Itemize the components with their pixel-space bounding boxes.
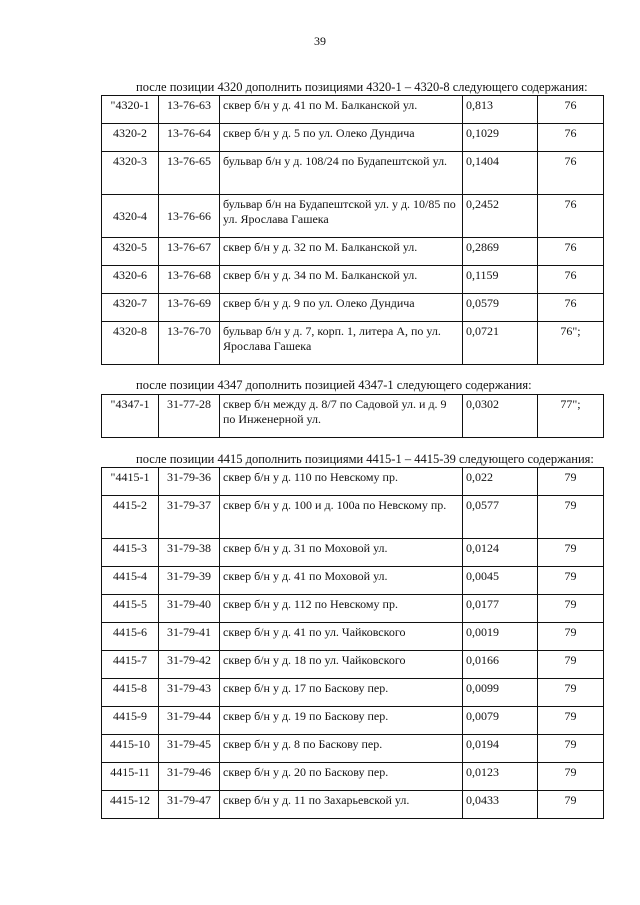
number-cell: 79 — [538, 763, 604, 791]
table-row — [102, 791, 604, 819]
position-cell: 4320-8 — [102, 322, 159, 365]
position-cell: 4415-12 — [102, 791, 159, 819]
table-row — [102, 124, 604, 152]
area-cell: 0,1404 — [463, 152, 538, 195]
name-cell: сквер б/н у д. 18 по ул. Чайковского — [220, 651, 463, 679]
area-cell: 0,2452 — [463, 195, 538, 238]
name-cell: сквер б/н у д. 34 по М. Балканской ул. — [220, 266, 463, 294]
code-cell: 31-79-41 — [159, 623, 220, 651]
name-cell: сквер б/н у д. 100 и д. 100а по Невскому пр. — [220, 496, 463, 539]
name-cell: сквер б/н у д. 110 по Невскому пр. — [220, 468, 463, 496]
table-row — [102, 623, 604, 651]
position-cell: 4415-4 — [102, 567, 159, 595]
area-cell: 0,0579 — [463, 294, 538, 322]
name-cell: сквер б/н у д. 17 по Баскову пер. — [220, 679, 463, 707]
positions-table — [101, 394, 604, 438]
position-cell: 4415-11 — [102, 763, 159, 791]
number-cell: 76 — [538, 266, 604, 294]
code-cell: 13-76-65 — [159, 152, 220, 195]
code-cell: 13-76-67 — [159, 238, 220, 266]
number-cell: 79 — [538, 651, 604, 679]
page-number: 39 — [314, 34, 326, 48]
area-cell: 0,0302 — [463, 395, 538, 438]
table-row — [102, 294, 604, 322]
name-cell: сквер б/н у д. 5 по ул. Олеко Дундича — [220, 124, 463, 152]
area-cell: 0,022 — [463, 468, 538, 496]
position-cell: 4415-2 — [102, 496, 159, 539]
position-cell: 4320-5 — [102, 238, 159, 266]
number-cell: 76"; — [538, 322, 604, 365]
table-row — [102, 96, 604, 124]
area-cell: 0,0577 — [463, 496, 538, 539]
area-cell: 0,0099 — [463, 679, 538, 707]
name-cell: сквер б/н у д. 112 по Невскому пр. — [220, 595, 463, 623]
table-row — [102, 395, 604, 438]
table-row — [102, 322, 604, 365]
number-cell: 77"; — [538, 395, 604, 438]
name-cell: сквер б/н у д. 19 по Баскову пер. — [220, 707, 463, 735]
code-cell: 31-79-44 — [159, 707, 220, 735]
area-cell: 0,0177 — [463, 595, 538, 623]
table-row — [102, 238, 604, 266]
number-cell: 79 — [538, 496, 604, 539]
number-cell: 79 — [538, 791, 604, 819]
code-cell: 13-76-68 — [159, 266, 220, 294]
position-cell: 4415-6 — [102, 623, 159, 651]
code-cell: 13-76-64 — [159, 124, 220, 152]
area-cell: 0,0123 — [463, 763, 538, 791]
code-cell: 31-79-45 — [159, 735, 220, 763]
area-cell: 0,0079 — [463, 707, 538, 735]
name-cell: сквер б/н у д. 32 по М. Балканской ул. — [220, 238, 463, 266]
name-cell: сквер б/н у д. 31 по Моховой ул. — [220, 539, 463, 567]
number-cell: 76 — [538, 96, 604, 124]
code-cell: 31-79-46 — [159, 763, 220, 791]
code-cell: 31-79-38 — [159, 539, 220, 567]
code-cell: 13-76-66 — [159, 195, 220, 238]
number-cell: 76 — [538, 152, 604, 195]
table-row — [102, 468, 604, 496]
name-cell: бульвар б/н у д. 7, корп. 1, литера А, по ул. Ярослава Гашека — [220, 322, 463, 365]
code-cell: 31-79-36 — [159, 468, 220, 496]
area-cell: 0,1159 — [463, 266, 538, 294]
table-row — [102, 735, 604, 763]
area-cell: 0,0433 — [463, 791, 538, 819]
table-row — [102, 266, 604, 294]
table-row — [102, 651, 604, 679]
area-cell: 0,1029 — [463, 124, 538, 152]
position-cell: 4320-7 — [102, 294, 159, 322]
position-cell: 4320-3 — [102, 152, 159, 195]
table-row — [102, 195, 604, 238]
number-cell: 79 — [538, 707, 604, 735]
section-intro: после позиции 4415 дополнить позициями 4415-1 – 4415-39 следующего содержания: — [136, 452, 594, 466]
position-cell: "4415-1 — [102, 468, 159, 496]
table-row — [102, 496, 604, 539]
code-cell: 13-76-63 — [159, 96, 220, 124]
position-cell: 4415-9 — [102, 707, 159, 735]
number-cell: 79 — [538, 539, 604, 567]
name-cell: сквер б/н у д. 11 по Захарьевской ул. — [220, 791, 463, 819]
code-cell: 31-79-39 — [159, 567, 220, 595]
area-cell: 0,0166 — [463, 651, 538, 679]
name-cell: сквер б/н у д. 20 по Баскову пер. — [220, 763, 463, 791]
position-cell: "4347-1 — [102, 395, 159, 438]
number-cell: 79 — [538, 623, 604, 651]
number-cell: 76 — [538, 195, 604, 238]
area-cell: 0,0194 — [463, 735, 538, 763]
code-cell: 13-76-69 — [159, 294, 220, 322]
area-cell: 0,0124 — [463, 539, 538, 567]
number-cell: 79 — [538, 735, 604, 763]
code-cell: 31-79-42 — [159, 651, 220, 679]
area-cell: 0,2869 — [463, 238, 538, 266]
section-intro: после позиции 4320 дополнить позициями 4320-1 – 4320-8 следующего содержания: — [136, 80, 588, 94]
area-cell: 0,0019 — [463, 623, 538, 651]
name-cell: сквер б/н между д. 8/7 по Садовой ул. и д. 9 по Инженерной ул. — [220, 395, 463, 438]
position-cell: 4415-5 — [102, 595, 159, 623]
code-cell: 31-79-40 — [159, 595, 220, 623]
table-row — [102, 679, 604, 707]
name-cell: сквер б/н у д. 8 по Баскову пер. — [220, 735, 463, 763]
position-cell: 4415-7 — [102, 651, 159, 679]
number-cell: 79 — [538, 567, 604, 595]
code-cell: 31-79-43 — [159, 679, 220, 707]
number-cell: 76 — [538, 124, 604, 152]
number-cell: 79 — [538, 468, 604, 496]
code-cell: 31-77-28 — [159, 395, 220, 438]
name-cell: сквер б/н у д. 9 по ул. Олеко Дундича — [220, 294, 463, 322]
position-cell: 4320-6 — [102, 266, 159, 294]
number-cell: 79 — [538, 679, 604, 707]
name-cell: сквер б/н у д. 41 по М. Балканской ул. — [220, 96, 463, 124]
position-cell: 4415-10 — [102, 735, 159, 763]
position-cell: 4415-8 — [102, 679, 159, 707]
table-row — [102, 707, 604, 735]
positions-table — [101, 467, 604, 819]
code-cell: 13-76-70 — [159, 322, 220, 365]
table-row — [102, 763, 604, 791]
table-row — [102, 567, 604, 595]
area-cell: 0,0045 — [463, 567, 538, 595]
number-cell: 79 — [538, 595, 604, 623]
position-cell: 4320-2 — [102, 124, 159, 152]
position-cell: 4320-4 — [102, 195, 159, 238]
area-cell: 0,813 — [463, 96, 538, 124]
name-cell: сквер б/н у д. 41 по Моховой ул. — [220, 567, 463, 595]
position-cell: 4415-3 — [102, 539, 159, 567]
table-row — [102, 152, 604, 195]
number-cell: 76 — [538, 238, 604, 266]
code-cell: 31-79-47 — [159, 791, 220, 819]
name-cell: сквер б/н у д. 41 по ул. Чайковского — [220, 623, 463, 651]
table-row — [102, 539, 604, 567]
code-cell: 31-79-37 — [159, 496, 220, 539]
name-cell: бульвар б/н на Будапештской ул. у д. 10/85 по ул. Ярослава Гашека — [220, 195, 463, 238]
number-cell: 76 — [538, 294, 604, 322]
area-cell: 0,0721 — [463, 322, 538, 365]
positions-table — [101, 95, 604, 365]
section-intro: после позиции 4347 дополнить позицией 4347-1 следующего содержания: — [136, 378, 532, 392]
position-cell: "4320-1 — [102, 96, 159, 124]
name-cell: бульвар б/н у д. 108/24 по Будапештской ул. — [220, 152, 463, 195]
table-row — [102, 595, 604, 623]
